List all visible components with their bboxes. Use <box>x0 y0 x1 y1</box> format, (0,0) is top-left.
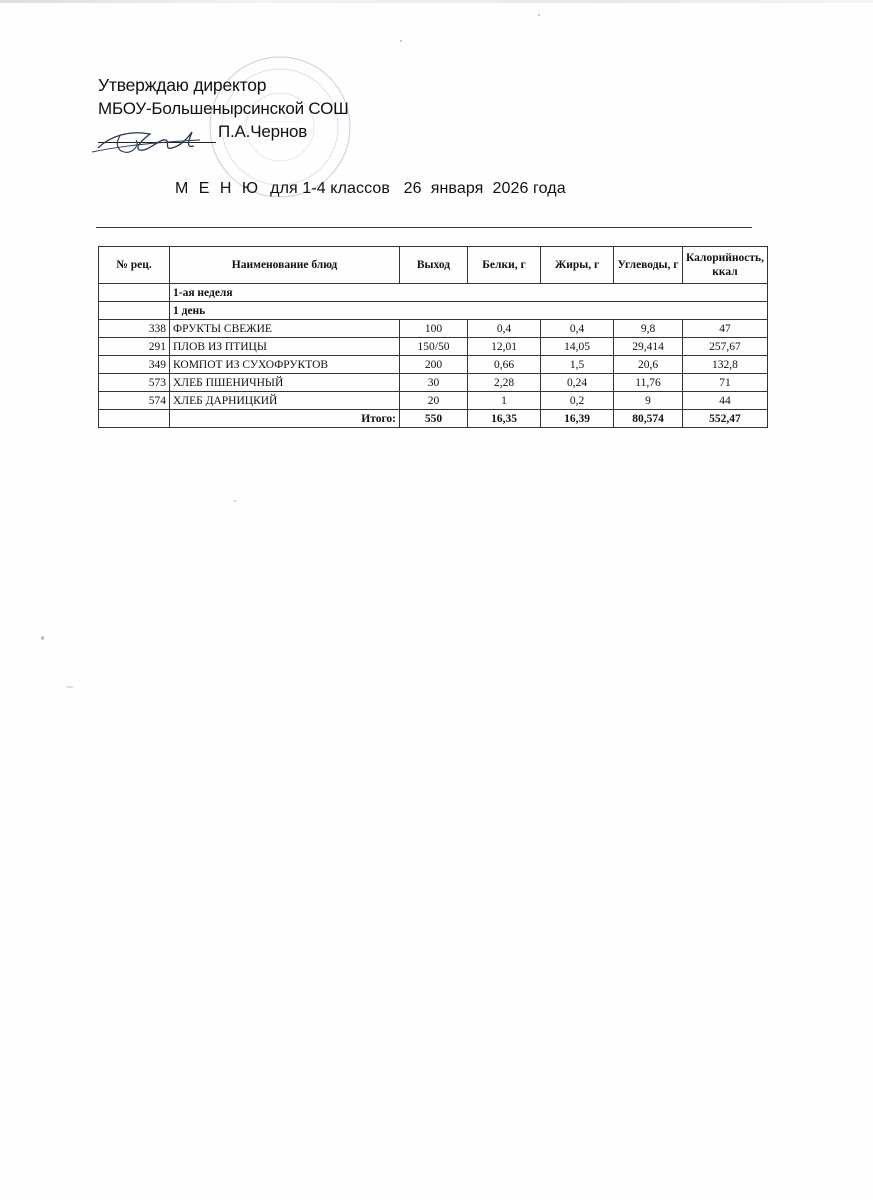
total-fats: 16,39 <box>541 410 614 428</box>
menu-title-rest: для 1-4 классов 26 января 2026 года <box>261 180 566 197</box>
menu-title-word: М Е Н Ю <box>175 180 262 197</box>
header-calories: Калорийность, ккал <box>683 247 768 284</box>
dish-name: ХЛЕБ ПШЕНИЧНЫЙ <box>170 374 400 392</box>
week-label: 1-ая неделя <box>170 284 768 302</box>
total-row-spacer <box>99 410 170 428</box>
dish-fats: 0,4 <box>541 320 614 338</box>
header-recipe-num: № рец. <box>99 247 170 284</box>
dish-proteins: 1 <box>468 392 541 410</box>
dish-name: ПЛОВ ИЗ ПТИЦЫ <box>170 338 400 356</box>
dish-calories: 71 <box>683 374 768 392</box>
table-row <box>99 356 768 374</box>
dish-carbs: 11,76 <box>614 374 683 392</box>
scan-speck <box>41 636 44 640</box>
header-fats: Жиры, г <box>541 247 614 284</box>
approval-title: Утверждаю директор <box>98 75 267 95</box>
table-row <box>99 338 768 356</box>
week-row-spacer <box>99 284 170 302</box>
dish-fats: 0,24 <box>541 374 614 392</box>
day-row <box>99 302 768 320</box>
dish-proteins: 0,4 <box>468 320 541 338</box>
total-proteins: 16,35 <box>468 410 541 428</box>
dish-yield: 200 <box>400 356 468 374</box>
dish-yield: 150/50 <box>400 338 468 356</box>
header-rule <box>96 227 752 228</box>
table-row <box>99 374 768 392</box>
scan-speck <box>538 14 540 16</box>
dish-name: КОМПОТ ИЗ СУХОФРУКТОВ <box>170 356 400 374</box>
dish-proteins: 2,28 <box>468 374 541 392</box>
recipe-num: 349 <box>99 356 170 374</box>
recipe-num: 338 <box>99 320 170 338</box>
dish-yield: 100 <box>400 320 468 338</box>
dish-name: ФРУКТЫ СВЕЖИЕ <box>170 320 400 338</box>
dish-yield: 20 <box>400 392 468 410</box>
dish-fats: 0,2 <box>541 392 614 410</box>
week-row <box>99 284 768 302</box>
dish-proteins: 12,01 <box>468 338 541 356</box>
scan-speck <box>233 500 237 502</box>
menu-table <box>98 246 768 428</box>
table-header-row <box>99 247 768 284</box>
handwritten-signature <box>90 118 210 168</box>
dish-calories: 44 <box>683 392 768 410</box>
scan-edge <box>0 0 873 3</box>
dish-carbs: 9,8 <box>614 320 683 338</box>
total-row <box>99 410 768 428</box>
table-row <box>99 392 768 410</box>
day-label: 1 день <box>170 302 768 320</box>
header-yield: Выход <box>400 247 468 284</box>
total-label: Итого: <box>170 410 400 428</box>
table-row <box>99 320 768 338</box>
dish-fats: 14,05 <box>541 338 614 356</box>
header-carbs: Углеводы, г <box>614 247 683 284</box>
scan-speck <box>400 40 402 42</box>
dish-yield: 30 <box>400 374 468 392</box>
total-carbs: 80,574 <box>614 410 683 428</box>
dish-calories: 132,8 <box>683 356 768 374</box>
header-dish-name: Наименование блюд <box>170 247 400 284</box>
approval-school: МБОУ-Большенырсинской СОШ <box>98 99 349 118</box>
total-calories: 552,47 <box>683 410 768 428</box>
dish-carbs: 9 <box>614 392 683 410</box>
total-yield: 550 <box>400 410 468 428</box>
dish-calories: 47 <box>683 320 768 338</box>
scan-speck <box>66 686 74 688</box>
dish-name: ХЛЕБ ДАРНИЦКИЙ <box>170 392 400 410</box>
day-row-spacer <box>99 302 170 320</box>
dish-calories: 257,67 <box>683 338 768 356</box>
signer-name: П.А.Чернов <box>218 122 308 141</box>
header-proteins: Белки, г <box>468 247 541 284</box>
dish-fats: 1,5 <box>541 356 614 374</box>
dish-proteins: 0,66 <box>468 356 541 374</box>
dish-carbs: 29,414 <box>614 338 683 356</box>
recipe-num: 573 <box>99 374 170 392</box>
recipe-num: 574 <box>99 392 170 410</box>
recipe-num: 291 <box>99 338 170 356</box>
menu-title <box>175 180 566 198</box>
dish-carbs: 20,6 <box>614 356 683 374</box>
